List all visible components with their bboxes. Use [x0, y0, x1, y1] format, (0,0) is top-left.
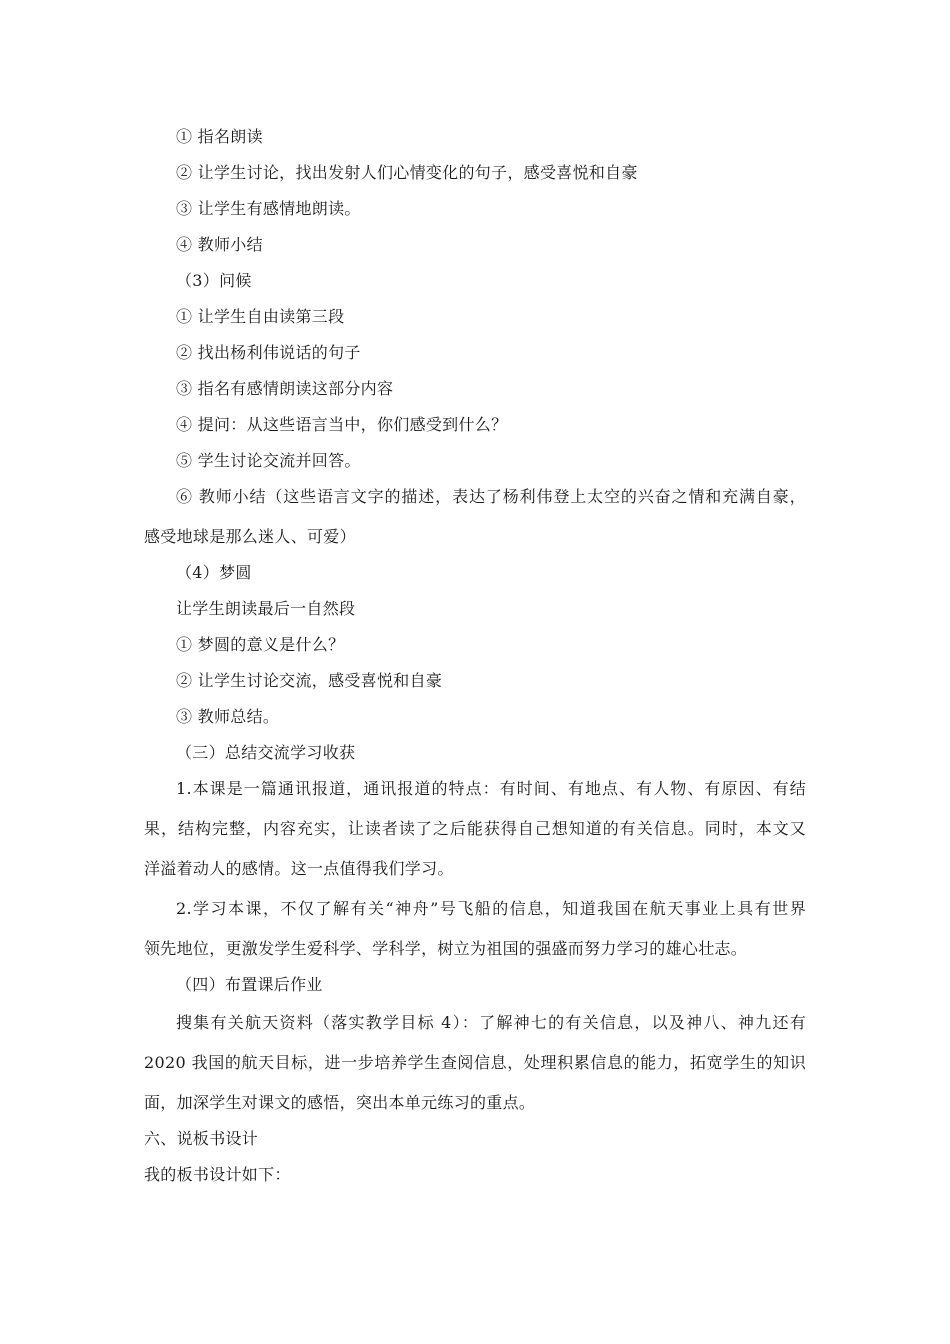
- section-heading: 六、说板书设计: [144, 1129, 259, 1148]
- list-item: ① 梦圆的意义是什么？: [176, 635, 345, 654]
- section-heading: （三）总结交流学习收获: [176, 743, 356, 762]
- list-item: ④ 教师小结: [176, 235, 263, 254]
- paragraph-line: 我的板书设计如下：: [144, 1165, 291, 1184]
- list-item: ① 指名朗读: [176, 127, 263, 146]
- list-item: ③ 让学生有感情地朗读。: [176, 199, 361, 218]
- paragraph-line: 1.本课是一篇通讯报道，通讯报道的特点：有时间、有地点、有人物、有原因、有结: [176, 779, 806, 798]
- paragraph-line: 搜集有关航天资料（落实教学目标 4）：了解神七的有关信息，以及神八、神九还有: [176, 1013, 806, 1032]
- paragraph-line: 2.学习本课，不仅了解有关“神舟”号飞船的信息，知道我国在航天事业上具有世界: [176, 899, 806, 918]
- paragraph-line: 2020 我国的航天目标，进一步培养学生查阅信息，处理积累信息的能力，拓宽学生的知识: [144, 1053, 806, 1072]
- list-item: ⑥ 教师小结（这些语言文字的描述，表达了杨利伟登上太空的兴奋之情和充满自豪，: [176, 487, 806, 506]
- paragraph-line: 面，加深学生对课文的感悟，突出本单元练习的重点。: [144, 1093, 536, 1112]
- section-heading: （4）梦圆: [176, 563, 252, 582]
- list-item: ④ 提问：从这些语言当中，你们感受到什么？: [176, 415, 508, 434]
- paragraph-line: 感受地球是那么迷人、可爱）: [144, 527, 356, 546]
- section-heading: （3）问候: [176, 271, 252, 290]
- list-item: ② 让学生讨论，找出发射人们心情变化的句子，感受喜悦和自豪: [176, 163, 638, 182]
- list-item: ③ 教师总结。: [176, 707, 280, 726]
- list-item: ⑤ 学生讨论交流并回答。: [176, 451, 361, 470]
- paragraph-line: 洋溢着动人的感情。这一点值得我们学习。: [144, 859, 454, 878]
- section-heading: （四）布置课后作业: [176, 975, 323, 994]
- list-item: ② 找出杨利伟说话的句子: [176, 343, 361, 362]
- list-item: ① 让学生自由读第三段: [176, 307, 345, 326]
- paragraph-line: 让学生朗读最后一自然段: [176, 599, 356, 618]
- list-item: ② 让学生讨论交流，感受喜悦和自豪: [176, 671, 443, 690]
- paragraph-line: 领先地位，更激发学生爱科学、学科学，树立为祖国的强盛而努力学习的雄心壮志。: [144, 939, 748, 958]
- list-item: ③ 指名有感情朗读这部分内容: [176, 379, 394, 398]
- paragraph-line: 果，结构完整，内容充实，让读者读了之后能获得自己想知道的有关信息。同时，本文又: [144, 819, 806, 838]
